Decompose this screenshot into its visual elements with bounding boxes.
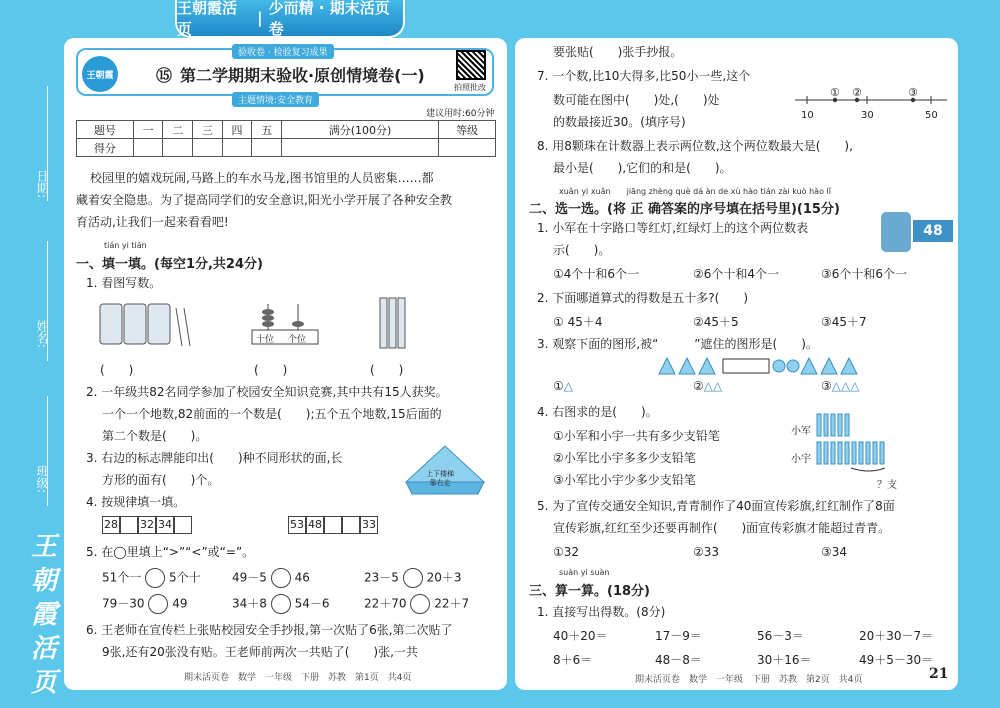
c5-option[interactable]: ②33 bbox=[693, 545, 720, 559]
c3-option[interactable]: ①△ bbox=[553, 379, 573, 393]
compare-circle[interactable] bbox=[148, 594, 168, 614]
score-cell[interactable] bbox=[252, 139, 282, 157]
table-cell: 四 bbox=[222, 121, 252, 139]
seq-blank[interactable] bbox=[174, 516, 192, 534]
test-number: ⑮ bbox=[156, 66, 173, 85]
calc-item[interactable]: 40＋20＝ bbox=[553, 629, 608, 643]
seq-cell: 48 bbox=[306, 516, 324, 534]
section3-title: 三、算一算。(18分) bbox=[529, 584, 650, 599]
calc-item[interactable]: 30＋16＝ bbox=[757, 653, 812, 667]
brand-text: 王朝霞活页 bbox=[177, 0, 238, 38]
sign-text: 上下楼梯 靠右走 bbox=[426, 470, 454, 487]
calc-item[interactable]: 8＋6＝ bbox=[553, 653, 593, 667]
nl-tick: 50 bbox=[925, 110, 938, 121]
seq-blank[interactable] bbox=[342, 516, 360, 534]
sidebar-brand: 王朝霞活页 bbox=[30, 532, 57, 698]
seq-cell: 33 bbox=[360, 516, 378, 534]
c3-option[interactable]: ③△△△ bbox=[821, 379, 860, 393]
compare-circle[interactable] bbox=[145, 568, 165, 588]
c2-option[interactable]: ②45＋5 bbox=[693, 315, 739, 329]
date-label: 日期: bbox=[35, 170, 49, 199]
compare-item: 51个一 5个十 bbox=[102, 568, 201, 588]
seq-cell: 32 bbox=[138, 516, 156, 534]
c5-line: 5. 为了宣传交通安全知识,青青制作了40面宣传彩旗,红红制作了8面 bbox=[537, 499, 895, 513]
q6-line: 6. 王老师在宣传栏上张贴校园安全手抄报,第一次贴了6张,第二次贴了 bbox=[86, 623, 453, 637]
nl-mark: ② bbox=[852, 86, 862, 99]
xiaojun-label: 小军 bbox=[791, 426, 811, 437]
cube-columns-image bbox=[378, 296, 408, 356]
q6-line: 9张,还有20张没有贴。王老师前两次一共贴了( )张,一共 bbox=[102, 645, 418, 659]
seq-cell: 53 bbox=[288, 516, 306, 534]
series-text: 少而精 · 期末活页卷 bbox=[268, 0, 390, 38]
compare-item: 79－30 49 bbox=[102, 594, 187, 614]
c4-option[interactable]: ①小军和小宇一共有多少支铅笔 bbox=[553, 429, 720, 443]
calc-item[interactable]: 49＋5－30＝ bbox=[859, 653, 934, 667]
q2-line: 第二个数是( )。 bbox=[102, 429, 208, 443]
q1: 1. 看图写数。 bbox=[86, 276, 162, 290]
calc-item[interactable]: 48－8＝ bbox=[655, 653, 702, 667]
score-cell[interactable] bbox=[439, 139, 496, 157]
calc-item[interactable]: 17－9＝ bbox=[655, 629, 702, 643]
q2-line: 一个一个地数,82前面的一个数是( );五个五个地数,15后面的 bbox=[102, 407, 442, 421]
header-banner: 王朝霞活页 | 少而精 · 期末活页卷 bbox=[175, 0, 405, 38]
q8-line: 8. 用8颗珠在计数器上表示两位数,这个两位数最大是( ), bbox=[537, 139, 853, 153]
shape-pattern-image bbox=[657, 356, 867, 376]
score-table bbox=[76, 120, 496, 157]
c5-option[interactable]: ③34 bbox=[821, 545, 848, 559]
right-footer: 期末活页卷 数学 一年级 下册 苏教 第2页 共4页 bbox=[635, 675, 863, 685]
calc-item[interactable]: 20＋30－7＝ bbox=[859, 629, 934, 643]
c4: 4. 右图求的是( )。 bbox=[537, 405, 658, 419]
sequence-1 bbox=[102, 516, 192, 534]
score-cell[interactable] bbox=[282, 139, 439, 157]
name-label: 姓名: bbox=[35, 320, 49, 349]
seq-blank[interactable] bbox=[324, 516, 342, 534]
section3-pinyin: suàn yi suàn bbox=[559, 568, 610, 577]
q7-line: 数可能在图中( )处,( )处 bbox=[553, 93, 720, 107]
score-cell[interactable] bbox=[222, 139, 252, 157]
c5-line: 宣传彩旗,红红至少还要再制作( )面宣传彩旗才能超过青青。 bbox=[553, 521, 891, 535]
q7-line: 7. 一个数,比10大得多,比50小一些,这个 bbox=[537, 69, 751, 83]
q7-line: 的数最接近30。(填序号) bbox=[553, 115, 686, 129]
intro-line: 校园里的嬉戏玩闹,马路上的车水马龙,图书馆里的人员密集……都 bbox=[90, 171, 434, 185]
compare-item: 49－5 46 bbox=[232, 568, 310, 588]
table-cell: 五 bbox=[252, 121, 282, 139]
c2: 2. 下面哪道算式的得数是五十多?( ) bbox=[537, 291, 748, 305]
table-cell: 一 bbox=[133, 121, 163, 139]
page-number: 21 bbox=[929, 666, 949, 682]
left-footer: 期末活页卷 数学 一年级 下册 苏教 第1页 共4页 bbox=[184, 673, 412, 683]
q3-line: 3. 右边的标志牌能印出( )种不同形状的面,长 bbox=[86, 451, 343, 465]
score-cell[interactable] bbox=[163, 139, 193, 157]
table-cell: 得分 bbox=[77, 139, 134, 157]
c4-option[interactable]: ②小军比小宇多多少支铅笔 bbox=[553, 451, 696, 465]
subtitle-tag: 验收卷 · 检验复习成果 bbox=[232, 44, 334, 59]
table-cell: 三 bbox=[193, 121, 223, 139]
xiaoyu-label: 小宇 bbox=[791, 454, 811, 465]
q6-continued: 要张贴( )张手抄报。 bbox=[553, 45, 683, 59]
answer-blank[interactable]: ( ) bbox=[100, 363, 134, 377]
calc-item[interactable]: 56－3＝ bbox=[757, 629, 804, 643]
score-cell[interactable] bbox=[193, 139, 223, 157]
c5-option[interactable]: ①32 bbox=[553, 545, 580, 559]
c3-option[interactable]: ②△△ bbox=[693, 379, 723, 393]
seq-blank[interactable] bbox=[120, 516, 138, 534]
score-cell[interactable] bbox=[133, 139, 163, 157]
nl-tick: 10 bbox=[801, 110, 814, 121]
intro-line: 藏着安全隐患。为了提高同学们的安全意识,阳光小学开展了各种安全教 bbox=[76, 193, 452, 207]
traffic-light-display: 48 bbox=[913, 220, 953, 242]
pencils-diagram bbox=[815, 412, 935, 474]
compare-circle[interactable] bbox=[410, 594, 430, 614]
answer-blank[interactable]: ( ) bbox=[254, 363, 288, 377]
sticks-bundles-image bbox=[98, 296, 198, 356]
c2-option[interactable]: ③45＋7 bbox=[821, 315, 867, 329]
table-cell: 题号 bbox=[77, 121, 134, 139]
nl-mark: ③ bbox=[908, 86, 918, 99]
intro-line: 育活动,让我们一起来看看吧! bbox=[76, 215, 229, 229]
seq-cell: 28 bbox=[102, 516, 120, 534]
unknown-label: ？支 bbox=[877, 480, 897, 491]
page-title: 第二学期期末验收·原创情境卷(一) bbox=[180, 66, 425, 85]
qr-code[interactable] bbox=[456, 50, 486, 80]
q5: 5. 在◯里填上“>”“<”或“=”。 bbox=[86, 545, 255, 559]
left-page bbox=[64, 38, 507, 690]
q3-line: 方形的面有( )个。 bbox=[102, 473, 220, 487]
compare-circle[interactable] bbox=[403, 568, 423, 588]
c1-option[interactable]: ②6个十和4个一 bbox=[693, 267, 780, 281]
compare-item: 23－5 20＋3 bbox=[364, 568, 461, 588]
seq-cell: 34 bbox=[156, 516, 174, 534]
abacus-ones-label: 个位 bbox=[288, 335, 307, 345]
compare-item: 34＋8 54－6 bbox=[232, 594, 329, 614]
c1-line: 示( )。 bbox=[553, 243, 611, 257]
right-page bbox=[515, 38, 958, 690]
compare-circle[interactable] bbox=[271, 594, 291, 614]
section2-pinyin: xuǎn yi xuǎn jiāng zhèng què dá àn de xù hào tián zài kuò hào lǐ bbox=[559, 187, 831, 196]
d1: 1. 直接写出得数。(8分) bbox=[537, 605, 666, 619]
table-cell: 等级 bbox=[439, 121, 496, 139]
sequence-2 bbox=[288, 516, 378, 534]
logo: 王朝霞 bbox=[82, 56, 118, 92]
traffic-light-icon bbox=[881, 212, 911, 252]
section1-pinyin: tián yi tián bbox=[104, 241, 147, 250]
nl-mark: ① bbox=[830, 86, 840, 99]
c2-option[interactable]: ① 45＋4 bbox=[553, 315, 603, 329]
qr-label: 拍照批改 bbox=[454, 83, 486, 92]
theme-tag: 主题情境:安全教育 bbox=[232, 92, 319, 107]
class-label: 班级: bbox=[35, 465, 49, 494]
q8-line: 最小是( ),它们的和是( )。 bbox=[553, 161, 732, 175]
c1-option[interactable]: ③6个十和6个一 bbox=[821, 267, 908, 281]
c4-option[interactable]: ③小军比小宇少多少支铅笔 bbox=[553, 473, 696, 487]
section1-title: 一、填一填。(每空1分,共24分) bbox=[76, 257, 263, 272]
compare-circle[interactable] bbox=[271, 568, 291, 588]
nl-tick: 30 bbox=[861, 110, 874, 121]
q2-line: 2. 一年级共82名同学参加了校园安全知识竞赛,其中共有15人获奖。 bbox=[86, 385, 448, 399]
q4: 4. 按规律填一填。 bbox=[86, 495, 186, 509]
abacus-tens-label: 十位 bbox=[256, 335, 275, 345]
c1-option[interactable]: ①4个十和6个一 bbox=[553, 267, 640, 281]
section2-title: 二、选一选。(将 正 确答案的序号填在括号里)(15分) bbox=[529, 202, 840, 217]
answer-blank[interactable]: ( ) bbox=[370, 363, 404, 377]
table-cell: 满分(100分) bbox=[282, 121, 439, 139]
compare-item: 22＋70 22＋7 bbox=[364, 594, 469, 614]
table-cell: 二 bbox=[163, 121, 193, 139]
c3: 3. 观察下面的图形,被“ ”遮住的图形是( )。 bbox=[537, 337, 818, 351]
c1-line: 1. 小军在十字路口等红灯,红绿灯上的这个两位数表 bbox=[537, 221, 809, 235]
time-hint: 建议用时:60分钟 bbox=[426, 109, 495, 119]
